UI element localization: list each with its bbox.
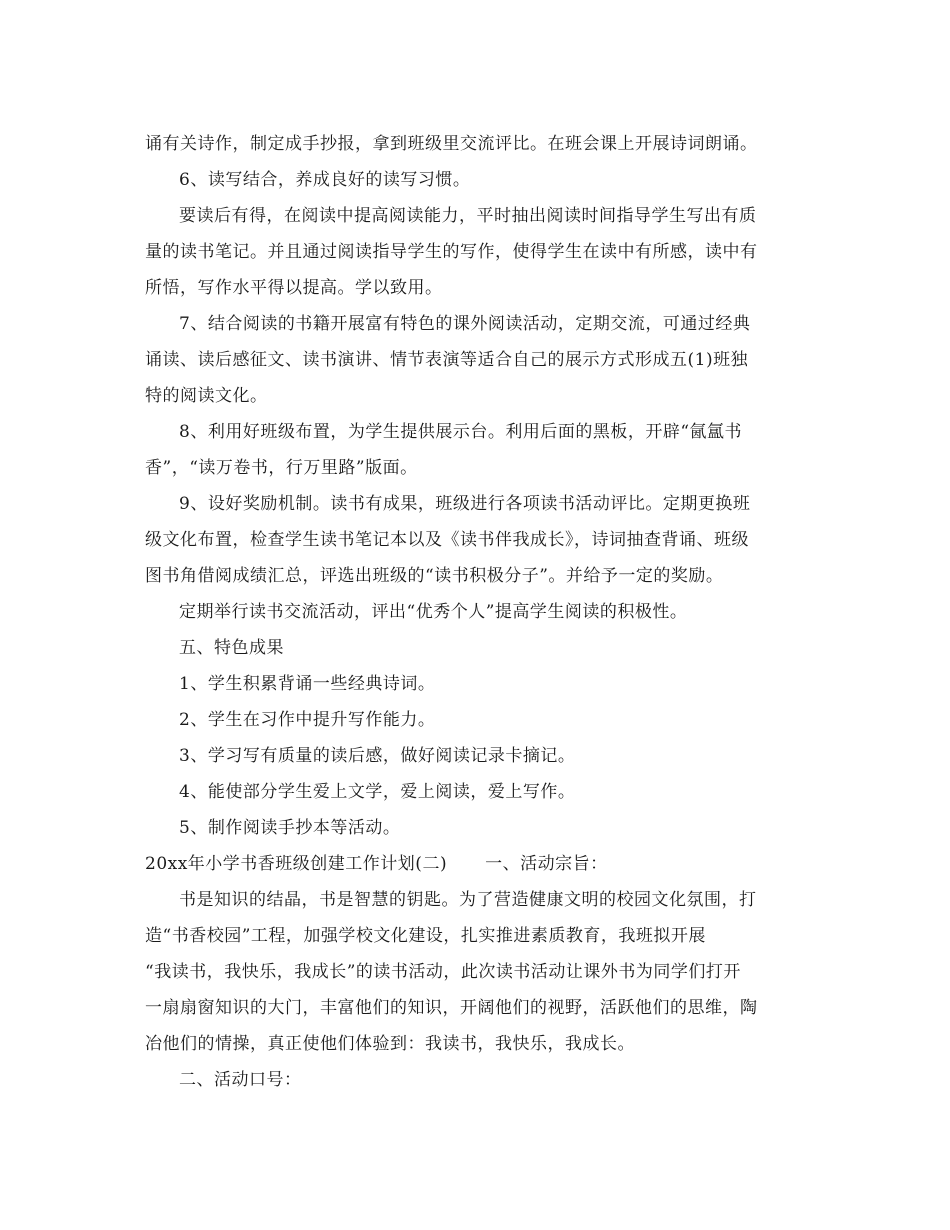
text-line: 冶他们的情操，真正使他们体验到：我读书，我快乐，我成长。 [145, 1034, 635, 1054]
list-item: 4、能使部分学生爱上文学，爱上阅读，爱上写作。 [179, 782, 576, 802]
text-line: 9、设好奖励机制。读书有成果，班级进行各项读书活动评比。定期更换班 [179, 494, 751, 514]
list-item: 2、学生在习作中提升写作能力。 [179, 710, 436, 730]
document-page [145, 126, 805, 1098]
list-item: 3、学习写有质量的读后感，做好阅读记录卡摘记。 [179, 746, 576, 766]
document-title-line [145, 846, 805, 882]
text-line: 6、读写结合，养成良好的读写习惯。 [179, 170, 471, 190]
text-line: 一扇扇窗知识的大门，丰富他们的知识，开阔他们的视野，活跃他们的思维，陶 [145, 998, 758, 1018]
text-line: 书是知识的结晶，书是智慧的钥匙。为了营造健康文明的校园文化氛围，打 [179, 890, 757, 910]
text-line: 要读后有得，在阅读中提高阅读能力，平时抽出阅读时间指导学生写出有质 [179, 206, 757, 226]
text-line: 诵读、读后感征文、读书演讲、情节表演等适合自己的展示方式形成五(1)班独 [145, 350, 749, 370]
list-item: 1、学生积累背诵一些经典诗词。 [179, 674, 436, 694]
section-heading: 五、特色成果 [179, 638, 284, 658]
text-line: 级文化布置，检查学生读书笔记本以及《读书伴我成长》，诗词抽查背诵、班级 [145, 530, 749, 550]
text-line: 量的读书笔记。并且通过阅读指导学生的写作，使得学生在读中有所感，读中有 [145, 242, 758, 262]
text-line: 造“书香校园”工程，加强学校文化建设，扎实推进素质教育，我班拟开展 [145, 926, 706, 946]
section-heading: 一、活动宗旨： [485, 854, 608, 874]
text-line: 所悟，写作水平得以提高。学以致用。 [145, 278, 443, 298]
text-line: 定期举行读书交流活动，评出“优秀个人”提高学生阅读的积极性。 [179, 602, 688, 622]
list-item: 5、制作阅读手抄本等活动。 [179, 818, 401, 838]
text-line: 香”，“读万卷书，行万里路”版面。 [145, 458, 418, 478]
document-title: 20xx年小学书香班级创建工作计划(二) [145, 854, 448, 874]
text-line: 特的阅读文化。 [145, 386, 268, 406]
text-line: 7、结合阅读的书籍开展富有特色的课外阅读活动，定期交流，可通过经典 [179, 314, 751, 334]
text-line: 8、利用好班级布置，为学生提供展示台。利用后面的黑板，开辟“氤氲书 [179, 422, 743, 442]
text-line: 图书角借阅成绩汇总，评选出班级的“读书积极分子”。并给予一定的奖励。 [145, 566, 724, 586]
text-line: 诵有关诗作，制定成手抄报，拿到班级里交流评比。在班会课上开展诗词朗诵。 [145, 134, 758, 154]
section-heading: 二、活动口号： [179, 1070, 302, 1090]
text-line: “我读书，我快乐，我成长”的读书活动，此次读书活动让课外书为同学们打开 [145, 962, 741, 982]
